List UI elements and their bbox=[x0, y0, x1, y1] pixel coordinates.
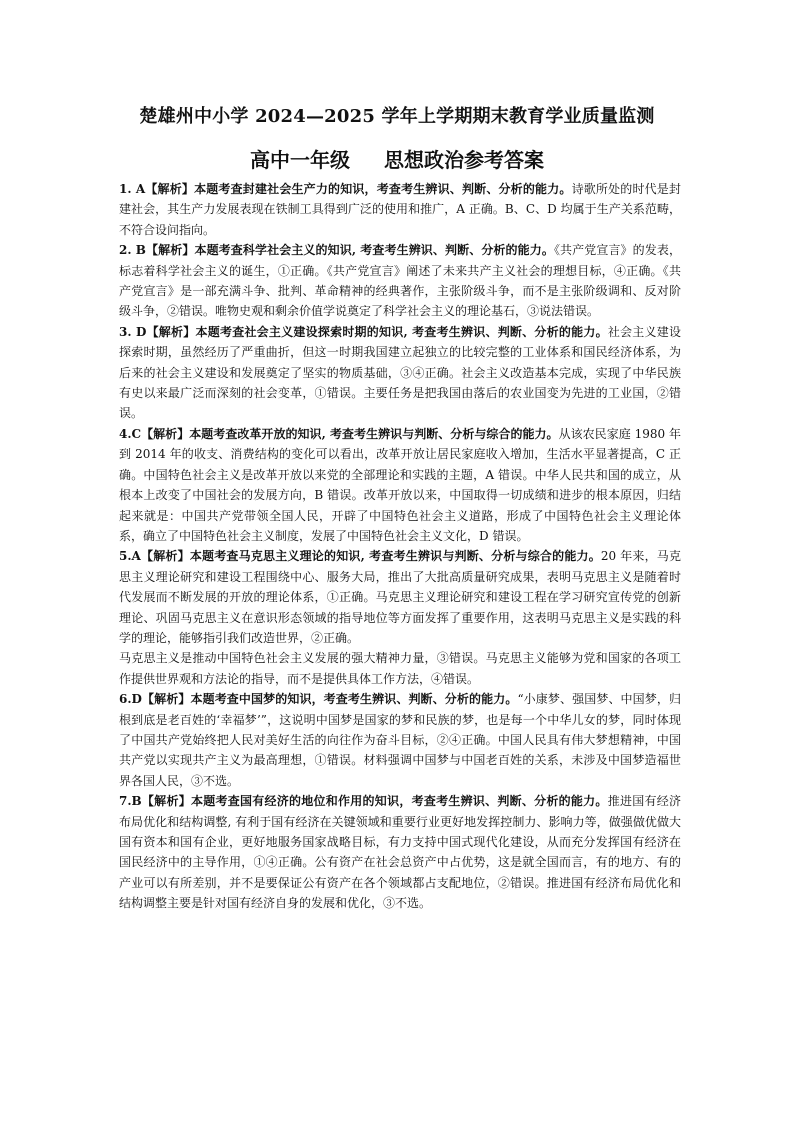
grade-label: 高中一年级 bbox=[250, 148, 350, 172]
answer-item-6 bbox=[119, 689, 681, 791]
answer-heading: 3. D【解析】本题考查社会主义建设探索时期的知识, 考查考生辨识、判断、分析的能力。 bbox=[119, 324, 608, 339]
subject-label: 思想政治参考答案 bbox=[384, 148, 544, 172]
answer-explanation: 诗歌所处的时代是封建社会，其生产力发展表现在铁制工具得到广泛的使用和推广，A 正确。B、C、D 均属于生产关系范畴，不符合设问指向。 bbox=[119, 182, 681, 237]
answer-heading: 4.C【解析】本题考查改革开放的知识, 考查考生辨识与判断、分析与综合的能力。 bbox=[119, 426, 559, 441]
answer-heading: 6.D【解析】本题考查中国梦的知识，考查考生辨识、判断、分析的能力。 bbox=[119, 692, 518, 707]
answer-explanation: 从该农民家庭 1980 年到 2014 年的收支、消费结构的变化可以看出，改革开放让居民家庭收入增加，生活水平显著提高，C 正确。中国特色社会主义是改革开放以来党的全部理论和实践的主题，A 错误。中华人民共和国的成立，从根本上改变了中国社会的发展方向，B 错误。改革开放以来，中国取得一切成绩和进步的根本原因，归结起来就是：中国共产党带领全国人民，开辟了中国特色社会主义道路，形成了中国特色社会主义理论体系，确立了中国特色社会主义制度，发展了中国特色社会主义文化，D 错误。 bbox=[119, 426, 681, 543]
answer-explanation: 社会主义建设探索时期，虽然经历了严重曲折，但这一时期我国建立起独立的比较完整的工业体系和国民经济体系，为后来的社会主义建设和发展奠定了坚实的物质基础，③④正确。社会主义改造基本完成，实现了中华民族有史以来最广泛而深刻的社会变革，①错误。主要任务是把我国由落后的农业国变为先进的工业国，②错误。 bbox=[119, 324, 681, 421]
answer-heading: 5.A【解析】本题考查马克思主义理论的知识, 考查考生辨识与判断、分析与综合的能力。 bbox=[119, 549, 601, 564]
answer-list bbox=[119, 179, 681, 914]
answer-heading: 2. B【解析】本题考查科学社会主义的知识, 考查考生辨识、判断、分析的能力。 bbox=[119, 243, 554, 258]
answer-heading: 7.B【解析】本题考查国有经济的地位和作用的知识，考查考生辨识、判断、分析的能力。 bbox=[119, 794, 608, 809]
answer-item-5 bbox=[119, 546, 681, 689]
answer-explanation: 《共产党宣言》的发表，标志着科学社会主义的诞生，①正确。《共产党宣言》阐述了未来共产主义社会的理想目标，④正确。《共产党宣言》是一部充满斗争、批判、革命精神的经典著作，主张阶级斗争，而不是主张阶级调和、反对阶级斗争，②错误。唯物史观和剩余价值学说奠定了科学社会主义的理论基石，③说法错误。 bbox=[119, 243, 681, 319]
answer-item-2 bbox=[119, 240, 681, 322]
answer-item-1 bbox=[119, 179, 681, 240]
answer-explanation: 推进国有经济布局优化和结构调整, 有利于国有经济在关键领域和重要行业更好地发挥控制力、影响力等，做强做优做大国有资本和国有企业，更好地服务国家战略目标，有力支持中国式现代化建设，从而充分发挥国有经济在国民经济中的主导作用，①④正确。公有资产在社会总资产中占优势，这是就全国而言，有的地方、有的产业可以有所差别，并不是要保证公有资产在各个领域都占支配地位，②错误。推进国有经济布局优化和结构调整主要是针对国有经济自身的发展和优化，③不选。 bbox=[119, 794, 681, 911]
exam-subtitle bbox=[0, 147, 794, 173]
answer-explanation: 20 年来，马克思主义理论研究和建设工程围绕中心、服务大局，推出了大批高质量研究成果，表明马克思主义是随着时代发展而不断发展的开放的理论体系，①正确。马克思主义理论研究和建设工程在学习研究宣传党的创新理论、巩固马克思主义在意识形态领域的指导地位等方面发挥了重要作用，这表明马克思主义是实践的科学的理论，能够指引我们改造世界，②正确。 bbox=[119, 549, 681, 645]
answer-explanation: “小康梦、强国梦、中国梦，归根到底是老百姓的‘幸福梦’”，这说明中国梦是国家的梦和民族的梦，也是每一个中华儿女的梦，同时体现了中国共产党始终把人民对美好生活的向往作为奋斗目标，②④正确。中国人民具有伟大梦想精神，中国共产党以实现共产主义为最高理想，①错误。材料强调中国梦与中国老百姓的关系，未涉及中国梦造福世界各国人民，③不选。 bbox=[119, 692, 681, 788]
exam-title: 楚雄州中小学 2024—2025 学年上学期期末教育学业质量监测 bbox=[139, 106, 655, 127]
answer-item-7 bbox=[119, 791, 681, 913]
answer-item-4 bbox=[119, 424, 681, 546]
answer-extra-paragraph: 马克思主义是推动中国特色社会主义发展的强大精神力量，③错误。马克思主义能够为党和国家的各项工作提供世界观和方法论的指导，而不是提供具体工作方法，④错误。 bbox=[119, 651, 681, 686]
answer-heading: 1. A【解析】本题考查封建社会生产力的知识，考查考生辨识、判断、分析的能力。 bbox=[119, 182, 572, 196]
answer-item-3 bbox=[119, 322, 681, 424]
